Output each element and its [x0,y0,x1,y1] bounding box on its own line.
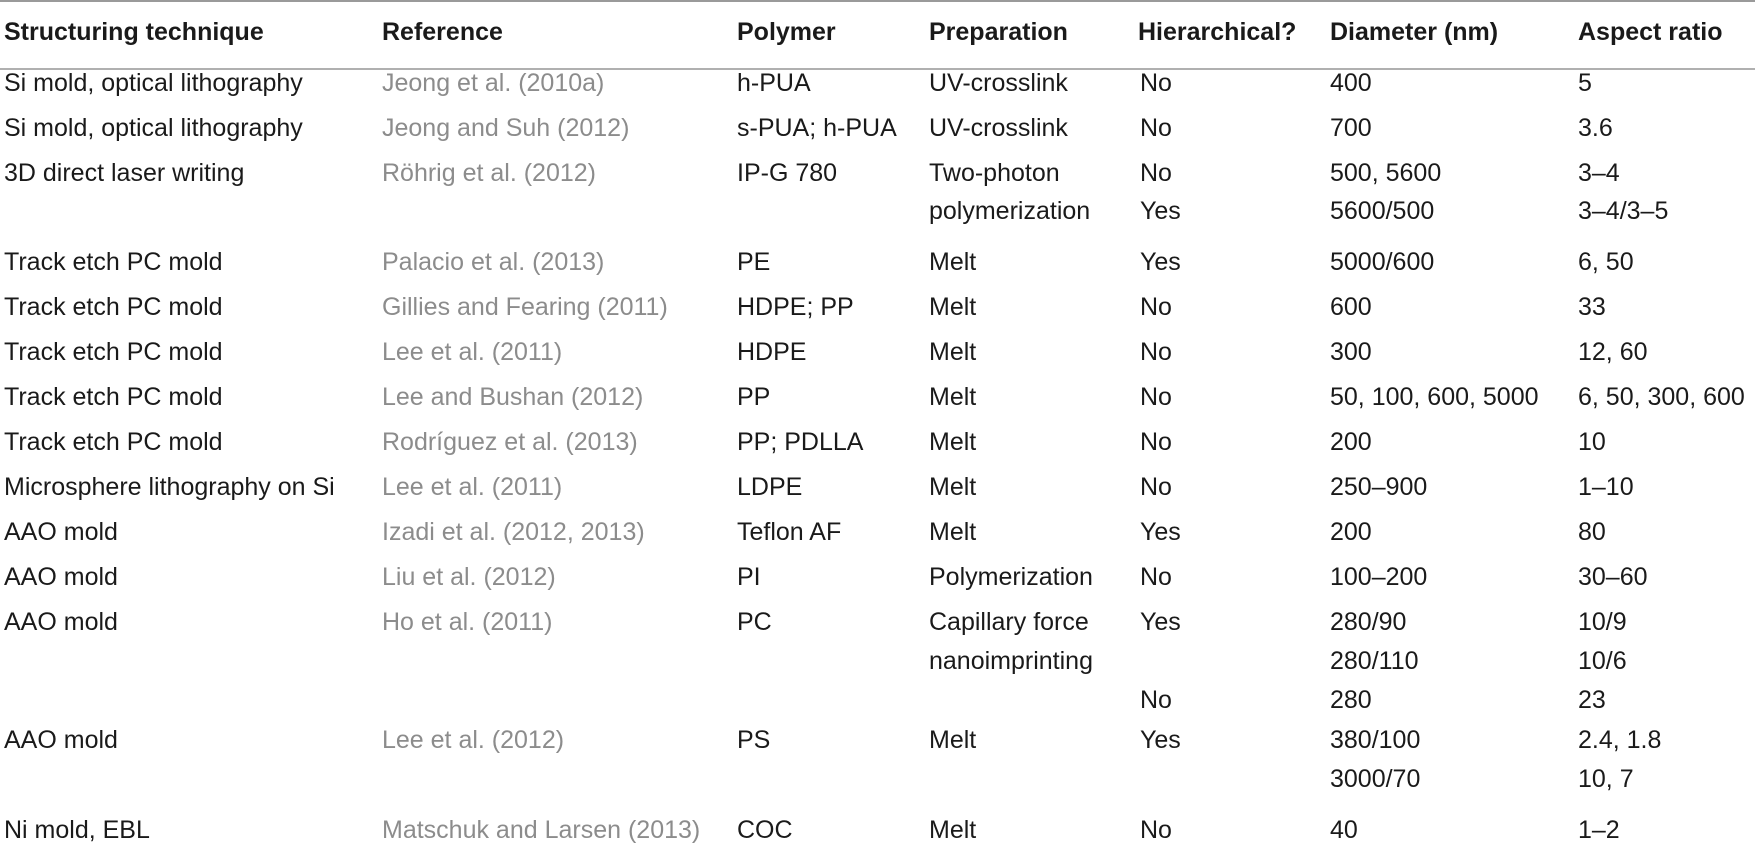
polymer-cell: LDPE [737,473,803,501]
hierarchical-cell: No [1140,428,1172,456]
technique-cell: Track etch PC mold [4,428,223,456]
preparation-cell: Melt [929,293,977,321]
aspect-ratio-cell: 10/6 [1578,647,1627,675]
polymer-cell: PI [737,563,761,591]
aspect-ratio-cell: 10, 7 [1578,765,1634,793]
preparation-cell: Melt [929,338,977,366]
polymer-col-header: Polymer [737,18,836,46]
hierarchical-cell: No [1140,159,1172,187]
polymer-cell: PP [737,383,771,411]
aspect-ratio-cell: 3–4 [1578,159,1620,187]
preparation-cell: Melt [929,428,977,456]
diameter-cell: 300 [1330,338,1372,366]
hierarchical-cell: No [1140,383,1172,411]
technique-cell: AAO mold [4,726,118,754]
hierarchical-cell: Yes [1140,608,1181,636]
preparation-cell: UV-crosslink [929,69,1068,97]
polymer-cell: HDPE [737,338,807,366]
diameter-cell: 600 [1330,293,1372,321]
preparation-cell: Melt [929,816,977,844]
diameter-cell: 280/90 [1330,608,1407,636]
diameter-cell: 200 [1330,518,1372,546]
preparation-cell: Melt [929,248,977,276]
polymer-cell: HDPE; PP [737,293,854,321]
reference-link[interactable]: Rodríguez et al. (2013) [382,428,638,456]
hierarchical-cell: Yes [1140,518,1181,546]
hierarchical-cell: No [1140,686,1172,714]
aspect-ratio-cell: 3–4/3–5 [1578,197,1669,225]
hierarchical-cell: No [1140,69,1172,97]
hierarchical-col-header: Hierarchical? [1138,18,1297,46]
technique-cell: Track etch PC mold [4,338,223,366]
aspect-ratio-cell: 6, 50, 300, 600 [1578,383,1745,411]
diameter-cell: 40 [1330,816,1358,844]
reference-col-header: Reference [382,18,503,46]
technique-cell: Track etch PC mold [4,293,223,321]
technique-cell: 3D direct laser writing [4,159,245,187]
technique-cell: Si mold, optical lithography [4,69,303,97]
diameter-col-header: Diameter (nm) [1330,18,1499,46]
hierarchical-cell: No [1140,114,1172,142]
diameter-cell: 3000/70 [1330,765,1421,793]
reference-link[interactable]: Gillies and Fearing (2011) [382,293,668,321]
reference-link[interactable]: Matschuk and Larsen (2013) [382,816,701,844]
reference-link[interactable]: Jeong and Suh (2012) [382,114,630,142]
aspect-ratio-cell: 6, 50 [1578,248,1634,276]
preparation-cell: polymerization [929,197,1091,225]
hierarchical-cell: No [1140,338,1172,366]
technique-col-header: Structuring technique [4,18,264,46]
preparation-col-header: Preparation [929,18,1068,46]
technique-cell: AAO mold [4,563,118,591]
aspect-col-header: Aspect ratio [1578,18,1723,46]
reference-link[interactable]: Lee et al. (2012) [382,726,565,754]
preparation-cell: Melt [929,473,977,501]
diameter-cell: 250–900 [1330,473,1428,501]
aspect-ratio-cell: 10 [1578,428,1606,456]
technique-cell: Si mold, optical lithography [4,114,303,142]
hierarchical-cell: Yes [1140,726,1181,754]
preparation-cell: Melt [929,518,977,546]
polymer-cell: PP; PDLLA [737,428,864,456]
polymer-cell: IP-G 780 [737,159,838,187]
reference-link[interactable]: Palacio et al. (2013) [382,248,605,276]
reference-link[interactable]: Röhrig et al. (2012) [382,159,597,187]
aspect-ratio-cell: 80 [1578,518,1606,546]
preparation-cell: Two-photon [929,159,1060,187]
technique-cell: Track etch PC mold [4,248,223,276]
diameter-cell: 280/110 [1330,647,1419,675]
reference-link[interactable]: Lee et al. (2011) [382,338,563,366]
technique-cell: Track etch PC mold [4,383,223,411]
polymer-cell: h-PUA [737,69,811,97]
aspect-ratio-cell: 10/9 [1578,608,1627,636]
technique-cell: Microsphere lithography on Si [4,473,335,501]
diameter-cell: 5600/500 [1330,197,1435,225]
polymer-cell: PE [737,248,771,276]
reference-link[interactable]: Lee et al. (2011) [382,473,563,501]
preparation-cell: Polymerization [929,563,1093,591]
reference-link[interactable]: Izadi et al. (2012, 2013) [382,518,645,546]
diameter-cell: 5000/600 [1330,248,1435,276]
reference-link[interactable]: Jeong et al. (2010a) [382,69,605,97]
diameter-cell: 100–200 [1330,563,1428,591]
technique-cell: AAO mold [4,518,118,546]
hierarchical-cell: No [1140,293,1172,321]
aspect-ratio-cell: 5 [1578,69,1592,97]
aspect-ratio-cell: 30–60 [1578,563,1648,591]
polymer-cell: s-PUA; h-PUA [737,114,897,142]
preparation-cell: Melt [929,383,977,411]
preparation-cell: nanoimprinting [929,647,1093,675]
aspect-ratio-cell: 3.6 [1578,114,1613,142]
preparation-cell: Melt [929,726,977,754]
aspect-ratio-cell: 1–10 [1578,473,1634,501]
diameter-cell: 280 [1330,686,1372,714]
aspect-ratio-cell: 23 [1578,686,1606,714]
diameter-cell: 400 [1330,69,1372,97]
polymer-cell: PC [737,608,772,636]
aspect-ratio-cell: 2.4, 1.8 [1578,726,1662,754]
hierarchical-cell: Yes [1140,248,1181,276]
polymer-cell: Teflon AF [737,518,842,546]
diameter-cell: 50, 100, 600, 5000 [1330,383,1539,411]
aspect-ratio-cell: 12, 60 [1578,338,1648,366]
hierarchical-cell: No [1140,473,1172,501]
polymer-cell: COC [737,816,793,844]
aspect-ratio-cell: 33 [1578,293,1606,321]
diameter-cell: 500, 5600 [1330,159,1442,187]
reference-link[interactable]: Liu et al. (2012) [382,563,556,591]
reference-link[interactable]: Ho et al. (2011) [382,608,553,636]
hierarchical-cell: No [1140,563,1172,591]
preparation-cell: Capillary force [929,608,1089,636]
hierarchical-cell: No [1140,816,1172,844]
technique-cell: Ni mold, EBL [4,816,150,844]
top-rule [0,0,1755,2]
diameter-cell: 200 [1330,428,1372,456]
reference-link[interactable]: Lee and Bushan (2012) [382,383,644,411]
diameter-cell: 700 [1330,114,1372,142]
technique-cell: AAO mold [4,608,118,636]
preparation-cell: UV-crosslink [929,114,1068,142]
aspect-ratio-cell: 1–2 [1578,816,1620,844]
hierarchical-cell: Yes [1140,197,1181,225]
polymer-cell: PS [737,726,771,754]
diameter-cell: 380/100 [1330,726,1421,754]
